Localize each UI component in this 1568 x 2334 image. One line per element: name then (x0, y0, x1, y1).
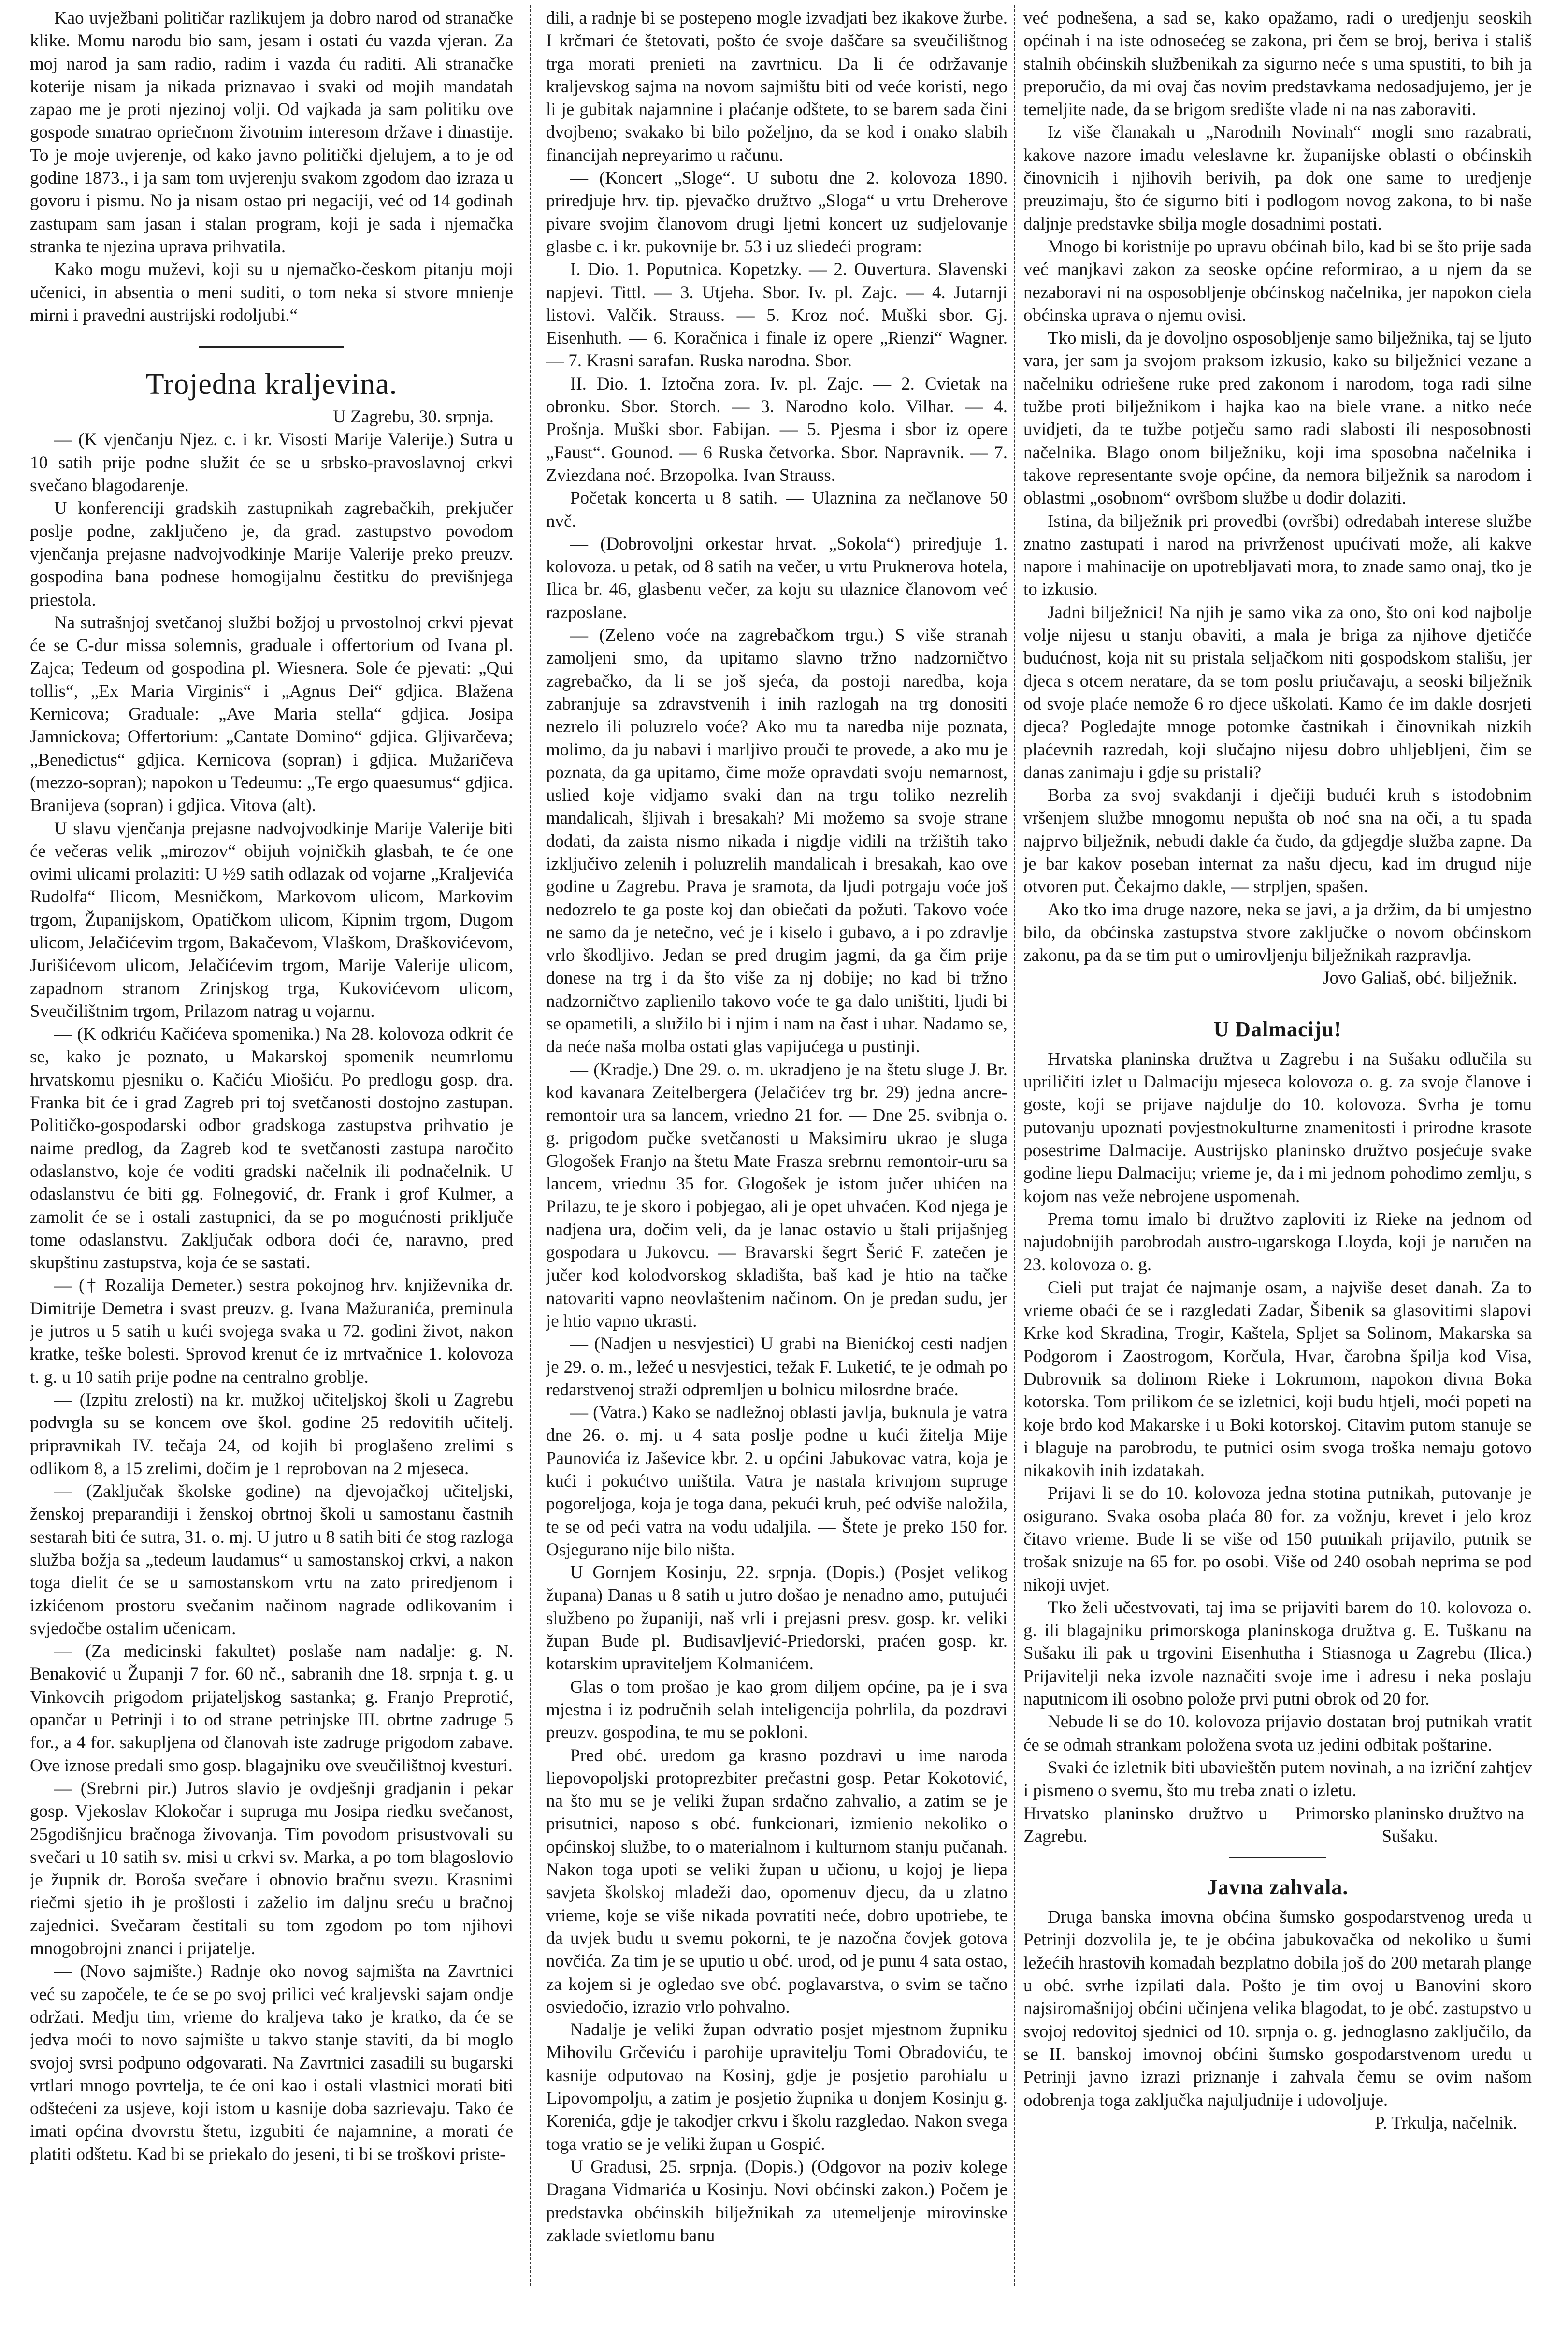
article-paragraph: — (K vjenčanju Njez. c. i kr. Visosti Marije Valerije.) Sutra u 10 satih prije podne služit će se u srbsko-pravoslavnoj crkvi svečano blagodarenje. (30, 430, 513, 496)
article-paragraph: Kao uvježbani političar razlikujem ja dobro narod od stranačke klike. Momu narodu bio sam, jesam i ostati ću vazda vjeran. Za moj narod ja sam radio, radim i vazda ću raditi. Ali stranačke koterije nisam ja nikada priznavao i svaki od mojih mandatah zapao me je proti njezinoj volji. Od vajkada ja sam politiku ove gospode smatrao opriečnom životnim interesom države i dinastije. To je moje uvjerenje, od kako javno politički djelujem, a to je od godine 1873., i ja sam tom uvjerenju svakom zgodom dao izraza u govoru i pismu. No ja nisam ostao pri negaciji, već od 14 godinah zastupam sam jasan i stalan program, koji je sada i njemačka stranka te njezina uprava prihvatila. (30, 8, 513, 257)
section-heading: U Dalmaciju! (1213, 1017, 1342, 1041)
article-paragraph: Iz više članakah u „Narodnih Novinah“ mogli smo razabrati, kakove nazore imadu veleslavne kr. županijske oblasti o obćinskih činovnicih i njihovih berivih, pa dok one same to uredjenje preuzimaju, što će sigurno biti i podlogom novog zakona, to bi naše daljnje predstavke sbilja mogle dosadnimi postati. (1023, 122, 1532, 234)
signature: Hrvatsko planinsko družtvo u Zagrebu. (1023, 1803, 1267, 1846)
signature: P. Trkulja, načelnik. (1375, 2113, 1517, 2133)
article-paragraph: Pred obć. uredom ga krasno pozdravi u ime naroda liepovopoljski protoprezbiter prečastni gosp. Petar Kokotović, na što mu se je veliki župan srdačno zahvalio, a zatim se je prisutnici, naposo s obć. funkcionari, izmienio nekoliko o općinskoj službe, to o materialnom i kulturnom stanju pučanah. Nakon toga upoti se veliki župan u učionu, u kojoj je liepa savjeta školskoj mladeži dao, opomenuv djecu, da u zlatno vrieme, koje se više nikada povratiti neće, dobro upotriebe, te da uvjek budu u svemu pokorni, te je nazočna čovjek gotova novčića. Za tim je se uputio u obć. urod, od je punu 4 sata ostao, za kojem si je ogledao sve obć. poglavarstva, o svim se tačno osviedočio, izrazio vrlo pohvalno. (546, 1745, 1007, 2017)
article-paragraph: Mnogo bi koristnije po upravu obćinah bilo, kad bi se što prije sada već manjkavi zakon za seoske općine reformirao, a u njem da se nezaboravi ni na osposobljenje obćinskog načelnika, jer napokon ciela obćinska uprava o njemu ovisi. (1023, 236, 1532, 325)
article-paragraph: U Gornjem Kosinju, 22. srpnja. (Dopis.) (Posjet velikog župana) Danas u 8 satih u jutro došao je nenadno amo, putujući službeno po županiji, naš vrli i prejasni presv. gosp. kr. veliki župan Bude pl. Budisavljević-Priedorski, praćen gosp. kr. kotarskim upraviteljem Kolmanićem. (546, 1563, 1007, 1674)
article-paragraph: U konferenciji gradskih zastupnikah zagrebačkih, prekjučer poslje podne, zaključeno je, da grad. zastupstvo povodom vjenčanja prejasne nadvojvodkinje Marije Valerije preko preuzv. gospodina bana podnese homogijalnu čestitku do previšnjega priestola. (30, 498, 513, 610)
article-paragraph: — (Nadjen u nesvjestici) U grabi na Bienićkoj cesti nadjen je 29. o. m., ležeć u nesvjestici, težak F. Luketić, te je odmah po redarstvenoj straži odpremljen u bolnicu milosrdne braće. (546, 1334, 1007, 1400)
article-paragraph: — (Dobrovoljni orkestar hrvat. „Sokola“) priredjuje 1. kolovoza. u petak, od 8 satih na večer, u vrtu Pruknerova hotela, Ilica br. 46, glasbenu večer, za koju su ulaznice članovom već razposlane. (546, 534, 1007, 623)
article-paragraph: Prema tomu imalo bi družtvo zaploviti iz Rieke na jednom od najudobnijih parobrodah austro-ugarskoga Lloyda, koji je naručen na 23. kolovoza o. g. (1023, 1209, 1532, 1275)
article-paragraph: već podnešena, a sad se, kako opažamo, radi o uredjenju seoskih općinah i na iste odnosećeg se zakona, pri čem se broj, beriva i stališ stalnih obćinskih službenikah za sigurno neće s uma spustiti, to bih ja preporučio, da mi ovaj čas novim predstavkama nedosadjujemo, jer je temeljite nade, da se brigom središte vlade ni na nas zaboraviti. (1023, 8, 1532, 120)
article-paragraph: — (Koncert „Sloge“. U subotu dne 2. kolovoza 1890. priredjuje hrv. tip. pjevačko družtvo „Sloga“ u vrtu Dreherove pivare svojim članovom drugi ljetni koncert uz sudjelovanje glasbe c. i kr. pukovnije br. 53 i uz sliedeći program: (546, 168, 1007, 257)
article-paragraph: Kako mogu muževi, koji su u njemačko-českom pitanju moji učenici, in absentia o meni suditi, o tom neka si stvore mnienje mirni i pravedni austrijski rodoljubi.“ (30, 260, 513, 325)
article-paragraph: — († Rozalija Demeter.) sestra pokojnog hrv. književnika dr. Dimitrije Demetra i svast preuzv. g. Ivana Mažuranića, preminula je jutros u 5 satih u kući svojega svaka u 72. godini život, nakon kratke, teške bolesti. Sprovod krenut će iz mrtvačnice 1. kolovoza t. g. u 10 satih prije podne na centralno groblje. (30, 1276, 513, 1387)
article-paragraph: — (Vatra.) Kako se nadležnoj oblasti javlja, buknula je vatra dne 26. o. mj. u 4 sata poslje podne u kući žitelja Mije Paunovića iz Jaševice kbr. 2. u općini Jabukovac vatra, koja je kući i pokućtvo uništila. Vatra je nastala krivnjom supruge pogoreljoga, koja je toga dana, pekući kruh, peć odviše naložila, te se od peći vatra na vodu udaljila. — Štete je preko 150 for. Osjegurano nije bilo ništa. (546, 1403, 1007, 1560)
article-paragraph: Tko misli, da je dovoljno osposobljenje samo bilježnika, taj se ljuto vara, jer sam ja svojom praksom izkusio, kako su bilježnici vezane a načelniku odriešene ruke pred zakonom i narodom, toga radi silne tužbe proti bilježnikom i hajka kao na biele vrane. a nitko neće uvidjeti, da te tužbe potječu samo radi slabosti ili nesposobnosti načelnika. Blago onom bilježniku, koji ima sposobna načelnika i takove representante svoje općine, da nemora bilježnik sa narodom i oblastmi „osobnom“ ovršbom službe u dodir dolaziti. (1023, 328, 1532, 508)
article-paragraph: Početak koncerta u 8 satih. — Ulaznina za nečlanove 50 nvč. (546, 488, 1007, 531)
article-paragraph: — (Zeleno voće na zagrebačkom trgu.) S više stranah zamoljeni smo, da upitamo slavno tržno nadzorničtvo zagrebačko, da li se još sjeća, da postoji naredba, koja zabranjuje sa zdravstvenih i inih razlogah na trg donositi nezrelo ili poluzrelo voće? Ako mu ta naredba nije poznata, molimo, da ju nabavi i marljivo prouči te provede, a ako mu je poznata, da ga upitamo, čime može opravdati svoju nemarnost, uslied koje vidjamo svaki dan na trgu toliko nezrelih mandalicah, šljivah i bresakah? Mi možemo sa svoje strane dodati, da zaista nismo nikada i nigdje vidili na tržištih tako izključivo zelenih i poluzrelih mandalicah i bresakah, kao ove godine u Zagrebu. Prava je sramota, da ljudi potrgaju voće još nedozrelo te ga poste koj dan obiečati da požuti. Takovo voće ne samo da je netečno, već je i kiselo i gubavo, a i po zdravlje vrlo škodljivo. Jedan se pred drugim jagmi, da ga čim prije donese na trg i da što više za nj dobije; no kad bi tržno nadzorničtvo zaplienilo takovo voće te ga dalo uništiti, ljudi bi se opametili, a služilo bi i njim i nam na čast i uhar. Nadamo se, da neće naša molba ostati glas vapijućega u pustinji. (546, 625, 1007, 1057)
signature: Primorsko planinsko družtvo na Sušaku. (1295, 1803, 1525, 1846)
article-paragraph: Hrvatska planinska družtva u Zagrebu i na Sušaku odlučila su upriličiti izlet u Dalmaciju mjeseca kolovoza o. g. za svoje članove i goste, koji se prijave najdulje do 10. kolovoza. Svrha je tomu putovanju upoznati povjestnokulturne znamenitosti i prirodne krasote posestrime Dalmacije. Austrijsko planinsko družtvo posjećuje svake godine liepu Dalmaciju; vrieme je, da i mi jednom pohodimo zemlju, s kojom nas veže nebrojene uspomenah. (1023, 1049, 1532, 1206)
article-paragraph: — (Kradje.) Dne 29. o. m. ukradjeno je na štetu sluge J. Br. kod kavanara Zeitelbergera (Jelačićev trg br. 29) jedna ancre-remontoir ura sa lancem, vriedno 21 for. — Dne 25. svibnja o. g. prigodom pučke svetčanosti u Maksimiru ukrao je sluga Glogošek Franjo na štetu Mate Frasza srebrnu remontoir-uru sa lancem, vriednu 35 for. Glogošek je istom jučer uhićen na Prilazu, te je skoro i pobjegao, ali je opet uhvaćen. Kod njega je nadjena ura, dočim veli, da je lanac ostavio u štali prijašnjeg gospodara u Jukovcu. — Bravarski šegrt Šerić F. zatečen je jučer kod kolodvorskog skladišta, baš kad je htio na tačke natovariti vapno neovlaštenim načinom. On je predan sudu, jer je htio vapno ukrasti. (546, 1059, 1007, 1331)
article-paragraph: Prijavi li se do 10. kolovoza jedna stotina putnikah, putovanje je osigurano. Svaka osoba plaća 80 for. za vožnju, krevet i jelo kroz čitavo vrieme. Bude li se više od 150 putnikah prijavilo, putnik se trošak snizuje na 65 for. po osobi. Više od 240 osobah neprima se pod nikoji uvjet. (1023, 1483, 1532, 1595)
column-divider (530, 5, 531, 2286)
article-paragraph: Cieli put trajat će najmanje osam, a najviše deset danah. Za to vrieme obaći će se i razgledati Zadar, Šibenik sa glasovitimi slapovi Krke kod Skradina, Trogir, Kaštela, Spljet sa Solinom, Makarska sa Podgorom i Zaostrogom, Korčula, Hvar, čarobna špilja kod Visa, Dubrovnik sa dolinom Rieke i Lokrumom, napokon divna Boka kotorska. Tom prilikom će se izletnici, koji budu htjeli, moći popeti na koje brdo kod Makarske i u Boki kotorskoj. Citavim putom stanuje se i blaguje na parobrodu, te putnici osim svoga troška nemaju gotovo nikakovih inih izdatakah. (1023, 1277, 1532, 1481)
article-paragraph: Nadalje je veliki župan odvratio posjet mjestnom župniku Mihovilu Grčeviću i parohije upravitelju Tomi Obradoviću, te kasnije odputovao na Kosinj, gdje je posjetio parohialu u Lipovompolju, a zatim je posjetio župnika u donjem Kosinju g. Korenića, gdje je takodjer crkvu i školu razgledao. Nakon svega toga vratio se je veliki župan u Gospić. (546, 2020, 1007, 2154)
article-paragraph: — (Novo sajmište.) Radnje oko novog sajmišta na Zavrtnici već su započele, te će se po svoj prilici već kraljevski sajam ondje održati. Medju tim, vrieme do kraljeva tako je kratko, da će se jedva moći to novo sajmište u takvo stanje staviti, da bi moglo svojoj svrsi podpuno odgovarati. Na Zavrtnici zasadili su bugarski vrtlari mnogo povrtelja, te će oni kao i ostali vlastnici morati biti odštećeni za usjeve, koji istom u kasnije doba sazrievaju. Tako će imati općina dvovrstu štetu, izgubiti će najamnine, a morati će platiti odštetu. Kad bi se priekalo do jeseni, ti bi se troškovi priste- (30, 1961, 513, 2164)
article-paragraph: — (Zaključak školske godine) na djevojačkoj učiteljski, ženskoj preparandiji i ženskoj obrtnoj školi u samostanu častnih sestarah biti će sutra, 31. o. mj. U jutro u 8 satih biti će stog razloga služba božja sa „tedeum laudamus“ u samostanskoj crkvi, a nakon toga dielit će se u samostanskom vrtu na zato priredjenom i izkićenom prostoru svečanim načinom nagrade odlikovanim i svjedočbe ostalim učenicam. (30, 1481, 513, 1638)
article-paragraph: Borba za svoj svakdanji i dječiji budući kruh s istodobnim vršenjem službe mnogomu nepušta ob noć sna na oči, a tu spada najprvo bilježnik, nebudi dakle ća čudo, da gdjegdje služba zapne. Da je bar kakov poseban internat za našu djecu, kad im drugud nije otvoren put. Čekajmo dakle, — strpljen, spašen. (1023, 785, 1532, 897)
column-2 (546, 7, 1007, 2298)
article-paragraph: Nebude li se do 10. kolovoza prijavio dostatan broj putnikah vratit će se odmah strankam položena svota uz jedini odbitak poštarine. (1023, 1712, 1532, 1755)
article-paragraph: — (Srebrni pir.) Jutros slavio je ovdješnji gradjanin i pekar gosp. Vjekoslav Klokočar i supruga mu Josipa riedku svečanost, 25godišnjicu bračnoga živovanja. Tim povodom prisustvovali su svečari u 10 satih sv. misi u crkvi sv. Marka, a po tom blagoslovio je župnik dr. Boroša svečare i obnovio bračnu svezu. Krasnimi riečmi sjetio ih je prošlosti i zaželio im daljnu sreću u bračnoj zajednici. Svečaram čestitali su tom zgodom po tom njihovi mnogobrojni znanci i prijatelje. (30, 1778, 513, 1959)
article-paragraph: II. Dio. 1. Iztočna zora. Iv. pl. Zajc. — 2. Cvietak na obronku. Sbor. Storch. — 3. Narodno kolo. Vilhar. — 4. Prošnja. Muški sbor. Fabijan. — 5. Pjesma i sbor iz opere „Faust“. Gounod. — 6 Ruska četvorka. Sbor. Napravnik. — 7. Zviezdana noć. Brzopolka. Ivan Strauss. (546, 374, 1007, 485)
signature-pair (1023, 1802, 1532, 1848)
article-paragraph: dili, a radnje bi se postepeno mogle izvadjati bez ikakove žurbe. I krčmari će štetovati, pošto će svoje daščare sa sveučilištnog trga morati prenieti na zavrtnicu. Da li će održavanje kraljevskog sajma na novom sajmištu biti od veće koristi, nego li je gubitak najamnine i plaćanje odštete, to se barem sada čini dvojbeno; svakako bi bilo poželjno, da se kod i onako slabih financijah nepreyarimo u računu. (546, 8, 1007, 165)
section-divider (199, 346, 344, 348)
article-paragraph: — (Izpitu zrelosti) na kr. mužkoj učiteljskoj školi u Zagrebu podvrgla su se koncem ove škol. godine 25 redovitih učitelj. pripravnikah IV. tečaja 24, od kojih bi proglašeno zrelimi s odlikom 8, a 15 zrelimi, dočim je 1 reprobovan na 2 mjeseca. (30, 1390, 513, 1479)
section-heading: Trojedna kraljevina. (145, 368, 398, 401)
section-divider (1229, 1857, 1326, 1858)
article-paragraph: U Gradusi, 25. srpnja. (Dopis.) (Odgovor na poziv kolege Dragana Vidmarića u Kosinju. Novi obćinski zakon.) Počem je predstavka obćinskih bilježnikah za utemeljenje mirovinske zaklade svietlomu banu (546, 2157, 1007, 2246)
article-paragraph: Na sutrašnjoj svetčanoj službi božjoj u prvostolnoj crkvi pjevat će se C-dur missa solemnis, graduale i offertorium od Ivana pl. Zajca; Tedeum od gospodina pl. Wiesnera. Sole će pjevati: „Qui tollis“, „Ex Maria Virginis“ i „Agnus Dei“ gdjica. Blažena Kernicova; Graduale: „Ave Maria stella“ gdjica. Josipa Jamnickova; Offertorium: „Cantate Domino“ gdjica. Gljivarčeva; „Benedictus“ gdjica. Kernicova (sopran) i gdjica. Mužaričeva (mezzo-sopran); napokon u Tedeumu: „Te ergo quaesumus“ gdjica. Branijeva (sopran) i gdjica. Vitova (alt). (30, 612, 513, 816)
column-1 (30, 7, 513, 2298)
column-3 (1023, 7, 1532, 2298)
dateline: U Zagrebu, 30. srpnja. (333, 407, 494, 427)
article-paragraph: Ako tko ima druge nazore, neka se javi, a ja držim, da bi umjestno bilo, da obćinska zastupstva stvore zaključke o novom obćinskom zakonu, pa da se tim put o umirovljenju bilježnikah razpravlja. (1023, 899, 1532, 966)
article-paragraph: Istina, da bilježnik pri provedbi (ovršbi) odredabah interese službe znatno zastupati i narod na privrženost upućivati može, ali kakve napore i mahinacije on upotrebljavati mora, to znade samo onaj, tko je to izkusio. (1023, 511, 1532, 600)
section-heading: Javna zahvala. (1207, 1875, 1349, 1899)
article-paragraph: I. Dio. 1. Poputnica. Kopetzky. — 2. Ouvertura. Slavenski napjevi. Tittl. — 3. Utjeha. Sbor. Iv. pl. Zajc. — 4. Jutarnji listovi. Valčik. Strauss. — 5. Kroz noć. Muški sbor. Gj. Eisenhuth. — 6. Koračnica i finale iz opere „Rienzi“ Wagner. — 7. Krasni sarafan. Ruska narodna. Sbor. (546, 260, 1007, 371)
signature: Jovo Galiaš, obć. bilježnik. (1323, 968, 1517, 988)
article-paragraph: Tko želi učestvovati, taj ima se prijaviti barem do 10. kolovoza o. g. ili blagajniku primorskoga planinskoga družtva g. E. Tuškanu na Sušaku ili pak u trgovini Eisenhutha i Stiasnoga u Zagrebu (Ilica.) Prijavitelji neka izvole naznačiti svoje ime i adresu i neka poslaju naputnicom ili osobno polože prvi putni obrok od 20 for. (1023, 1597, 1532, 1710)
article-paragraph: Glas o tom prošao je kao grom diljem općine, pa je i sva mjestna i iz područnih selah inteligencija pohrlila, da pozdravi preuzv. gospodina, te mu se pokloni. (546, 1677, 1007, 1743)
article-paragraph: Jadni bilježnici! Na njih je samo vika za ono, što oni kod najbolje volje nijesu u stanju obaviti, a mala je briga za njihove djetičće budućnost, koja nit su pristala seljačkom niti gospodskom stališu, jer djeca s otcem neratare, da se tom poslu priučavaju, a seoski bilježnik od svoje plaće nemože 6 ro djece uškolati. Kamo će im dakle dosrjeti djeca? Pogledajte mnoge potomke častnikah i činovnikah nizkih plaćevnih razredah, koji slučajno nijesu dobro uhljebljeni, čim se danas zanimaju i gdje su pristali? (1023, 602, 1532, 783)
article-paragraph: Druga banska imovna obćina šumsko gospodarstvenog ureda u Petrinji dozvolila je, te je obćina jabukovačka od nekoliko u šumi ležećih hrastovih komadah bezplatno dobila još do 200 metarah plange u obć. svrhe izpilati dala. Pošto je tim ovoj u Banovini skoro najsiromašnijoj obćini učinjena velika blagodat, to je obć. zastupstvo u svojoj redovitoj sjednici od 10. srpnja o. g. jednoglasno zaključilo, da se II. banskoj imovnoj obćini šumsko gospodarstvenom uredu u Petrinji javno izrazi priznanje i zahvala čemu se ovim našom odobrenja toga zaključka najuljudnije i udovoljuje. (1023, 1907, 1532, 2110)
article-paragraph: — (K odkriću Kačićeva spomenika.) Na 28. kolovoza odkrit će se, kako je poznato, u Makarskoj spomenik neumrlomu hrvatskomu pjesniku o. Kačiću Miošiću. Po predlogu gosp. dra. Franka bit će i grad Zagreb pri toj svetčanosti dostojno zastupan. Političko-gospodarski odbor gradskoga zastupstva prihvatio je naime predlog, da Zagreb kod te svetčanosti zastupa naročito odaslanstvo, koje će voditi gradski načelnik ili podnačelnik. U odaslanstvu će biti gg. Folnegović, dr. Frank i grof Kulmer, a zamolit će se i ostali zastupnici, da se po mogućnosti priključe tome odaslanstvu. Zaključak odbora doći će, naravno, pred skupštinu zastupstva, koja će se sastati. (30, 1024, 513, 1273)
column-divider (1014, 5, 1015, 2286)
article-paragraph: Svaki će izletnik biti ubavieštěn putem novinah, a na izriční zahtjev i pismeno o svemu, što mu treba znati o izletu. (1023, 1757, 1532, 1801)
article-paragraph: U slavu vjenčanja prejasne nadvojvodkinje Marije Valerije biti će večeras velik „mirozov“ obijuh vojničkih glasbah, te će one ovimi ulicami prolaziti: U ½9 satih odlazak od vojarne „Kraljevića Rudolfa“ Ilicom, Mesničkom, Markovom ulicom, Markovim trgom, Županijskom, Opatičkom ulicom, Kipnim trgom, Dugom ulicom, Jelačićevim trgom, Bakačevom, Vlaškom, Draškovićevom, Jurišićevom ulicom, Jelačićevim trgom, Marije Valerije ulicom, zapadnom stranom Zrinjskog trga, Kukovićevom ulicom, Sveučilištnim trgom, Prilazom natrag u vojarnu. (30, 818, 513, 1021)
article-paragraph: — (Za medicinski fakultet) poslaše nam nadalje: g. N. Benaković u Županji 7 for. 60 nč., sabranih dne 18. srpnja t. g. u Vinkovcih prigodom prijateljskog sastanka; g. Franjo Preprotić, opančar u Petrinji i to od strane petrinjske III. obrtne zadruge 5 for., a 4 for. sakupljena od članovah iste zadruge prigodom zabave. Ove iznose predali smo gosp. blagajniku ove sveučilištnoj kvesturi. (30, 1641, 513, 1776)
